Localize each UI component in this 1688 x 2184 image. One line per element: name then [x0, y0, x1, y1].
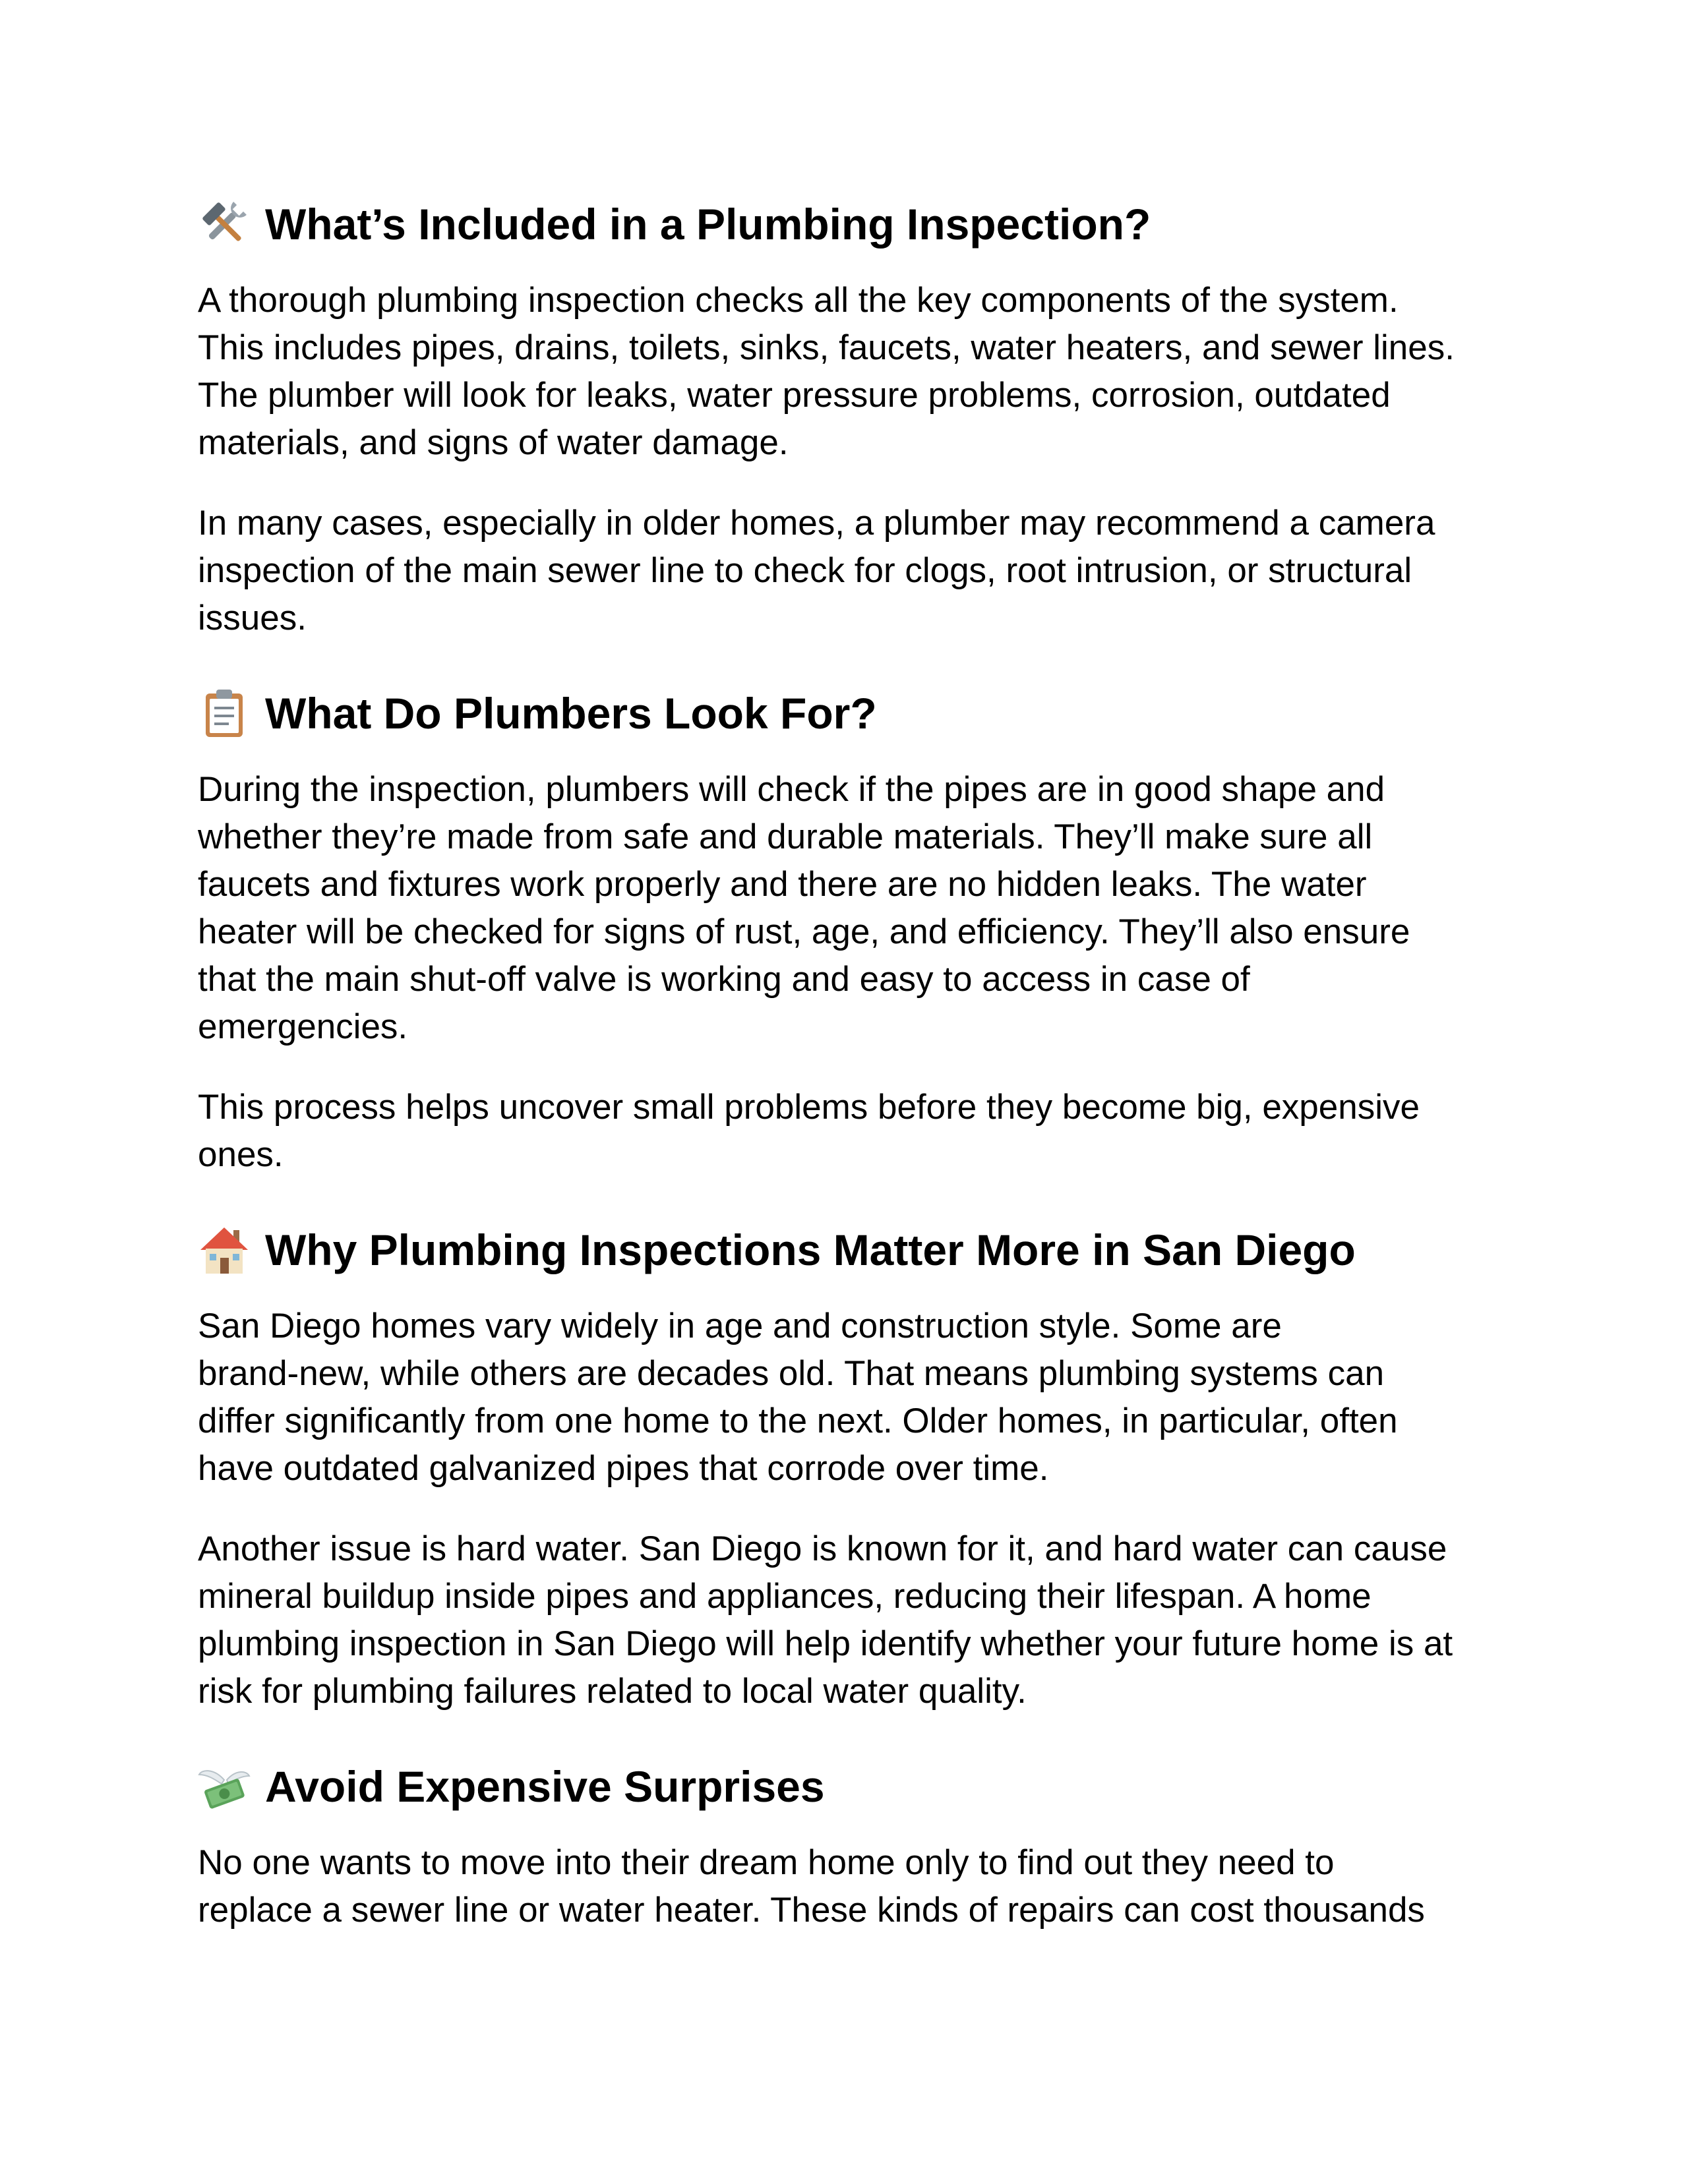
paragraph: Another issue is hard water. San Diego is known for it, and hard water can cause mineral buildup inside pipes and appliances, reducing their lifespan. A home plumbing inspection in San Diego will help identify whether your future home is at risk for plumbing failures related to local water quality.	[198, 1529, 1453, 1711]
house-icon	[198, 1224, 251, 1276]
section-heading	[198, 1217, 1503, 1283]
clipboard-icon	[198, 687, 251, 740]
paragraph: A thorough plumbing inspection checks all the key components of the system. This includes pipes, drains, toilets, sinks, faucets, water heaters, and sewer lines. The plumber will look for leaks, water pressure problems, corrosion, outdated materials, and signs of water damage.	[198, 281, 1455, 462]
hammer-and-wrench-icon	[198, 198, 251, 251]
section-heading	[198, 1754, 1503, 1819]
document-page	[198, 191, 1503, 1934]
section-heading	[198, 680, 1503, 746]
paragraph: During the inspection, plumbers will check if the pipes are in good shape and whether they’re made from safe and durable materials. They’ll make sure all faucets and fixtures work properly and there are no hidden leaks. The water heater will be checked for signs of rust, age, and efficiency. They’ll also ensure that the main shut-off valve is working and easy to access in case of emergencies.	[198, 770, 1410, 1046]
paragraph: This process helps uncover small problems before they become big, expensive ones.	[198, 1088, 1420, 1174]
heading-text: Avoid Expensive Surprises	[265, 1762, 825, 1811]
heading-text: Why Plumbing Inspections Matter More in San Diego	[265, 1225, 1356, 1274]
money-with-wings-icon	[198, 1760, 251, 1813]
section-heading	[198, 191, 1503, 257]
paragraph: In many cases, especially in older homes, a plumber may recommend a camera inspection of the main sewer line to check for clogs, root intrusion, or structural issues.	[198, 504, 1435, 637]
heading-text: What’s Included in a Plumbing Inspection?	[265, 200, 1151, 249]
paragraph: No one wants to move into their dream home only to find out they need to replace a sewer line or water heater. These kinds of repairs can cost thousands	[198, 1843, 1425, 1930]
heading-text: What Do Plumbers Look For?	[265, 689, 877, 738]
paragraph: San Diego homes vary widely in age and construction style. Some are brand-new, while others are decades old. That means plumbing systems can differ significantly from one home to the next. Older homes, in particular, often have outdated galvanized pipes that corrode over time.	[198, 1307, 1398, 1488]
